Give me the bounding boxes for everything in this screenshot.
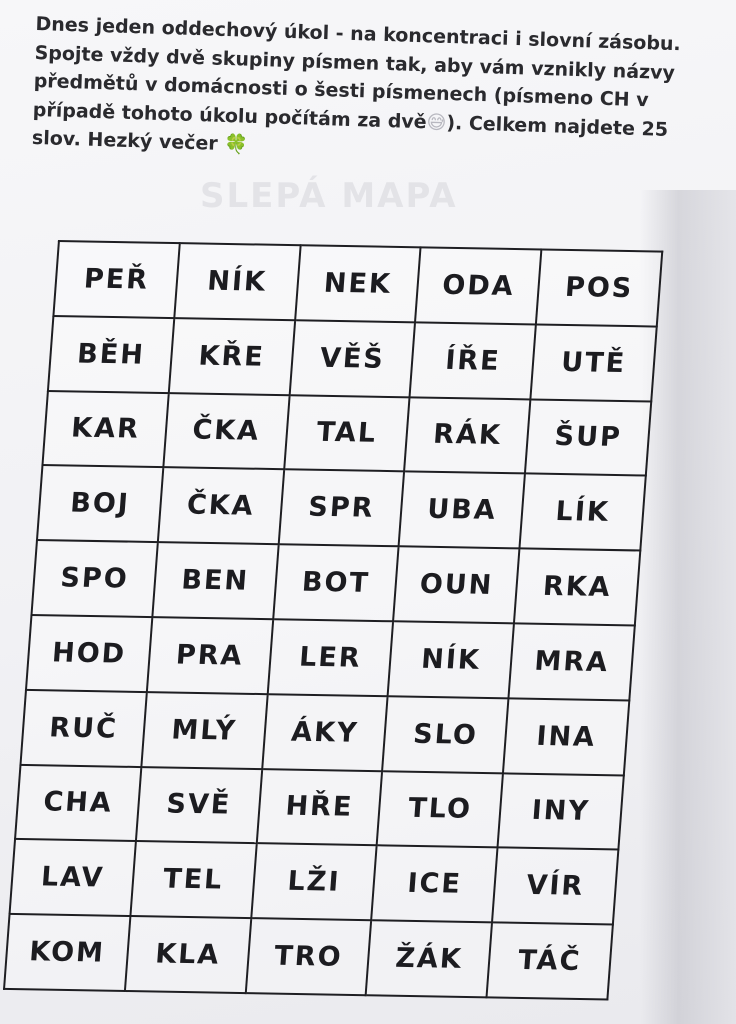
clover-emoji-icon: 🍀 (223, 132, 249, 156)
grid-row (48, 316, 657, 401)
grid-cell: KLA (125, 916, 251, 993)
grid-cell: TRO (245, 918, 371, 995)
grid-cell: INA (503, 698, 629, 775)
grid-cell: KOM (4, 914, 130, 991)
grid-row (37, 465, 646, 550)
grid-cell: VĚŠ (289, 320, 415, 397)
grid-cell: TÁČ (487, 923, 613, 1000)
grid-row (31, 540, 640, 625)
sweat-smile-emoji-icon: 😅 (426, 110, 447, 134)
grid-cell: TAL (284, 395, 410, 472)
grid-row (15, 765, 624, 850)
grid-cell: RÁK (404, 397, 530, 474)
grid-cell: SPO (31, 540, 157, 617)
grid-cell: RKA (514, 549, 640, 626)
grid-cell: INY (498, 773, 624, 850)
grid-cell: NEK (295, 245, 421, 322)
instructions-text (32, 10, 706, 173)
grid-cell: PRA (147, 617, 273, 694)
grid-cell: NÍK (388, 621, 514, 698)
grid-cell: ÍŘE (410, 322, 536, 399)
grid-cell: BOJ (37, 465, 163, 542)
grid-row (53, 241, 662, 326)
grid-cell: LER (267, 619, 393, 696)
syllable-grid (3, 240, 663, 1000)
show-through-heading: SLEPÁ MAPA (200, 176, 458, 216)
grid-cell: RUČ (21, 690, 147, 767)
grid-cell: ŠUP (525, 399, 651, 476)
grid-cell: KŘE (169, 318, 295, 395)
grid-cell: ŽÁK (366, 920, 492, 997)
grid-cell: KAR (42, 391, 168, 468)
grid-row (21, 690, 630, 775)
grid-cell: OUN (393, 546, 519, 623)
grid-row (4, 914, 613, 999)
grid-cell: LAV (10, 839, 136, 916)
instructions-text-part2: ). Celkem najdete 25 slov. Hezký večer (31, 111, 669, 155)
grid-cell: MRA (509, 623, 635, 700)
grid-cell: CHA (15, 765, 141, 842)
grid-cell: ODA (415, 247, 541, 324)
grid-cell: UTĚ (531, 324, 657, 401)
grid-cell: BOT (273, 544, 399, 621)
grid-cell: ČKA (158, 467, 284, 544)
grid-cell: POS (536, 249, 662, 326)
grid-cell: PEŘ (53, 241, 179, 318)
grid-cell: UBA (399, 472, 525, 549)
grid-cell: VÍR (492, 848, 618, 925)
grid-cell: LÍK (520, 474, 646, 551)
grid-cell: LŽI (251, 844, 377, 921)
grid-cell: MLÝ (141, 692, 267, 769)
grid-cell: BĚH (48, 316, 174, 393)
grid-cell: NÍK (174, 243, 300, 320)
grid-cell: TEL (130, 841, 256, 918)
grid-cell: BEN (152, 542, 278, 619)
grid-cell: HŘE (256, 769, 382, 846)
grid-cell: ÁKY (262, 694, 388, 771)
grid-row (10, 839, 619, 924)
grid-row (26, 615, 635, 700)
grid-cell: ICE (372, 846, 498, 923)
grid-cell: SPR (278, 470, 404, 547)
grid-cell: HOD (26, 615, 152, 692)
grid-row (42, 391, 651, 476)
grid-cell: ČKA (163, 393, 289, 470)
grid-cell: TLO (377, 771, 503, 848)
grid-cell: SVĚ (136, 767, 262, 844)
instructions-text-part1: Dnes jeden oddechový úkol - na koncentraci i slovní zásobu. Spojte vždy dvě skupiny písmen tak, aby vám vznikly názvy předmětů v domácnosti o šesti písmenech (písmeno CH v případě tohoto úkolu počítám za dvě (32, 12, 682, 133)
grid-cell: SLO (383, 696, 509, 773)
